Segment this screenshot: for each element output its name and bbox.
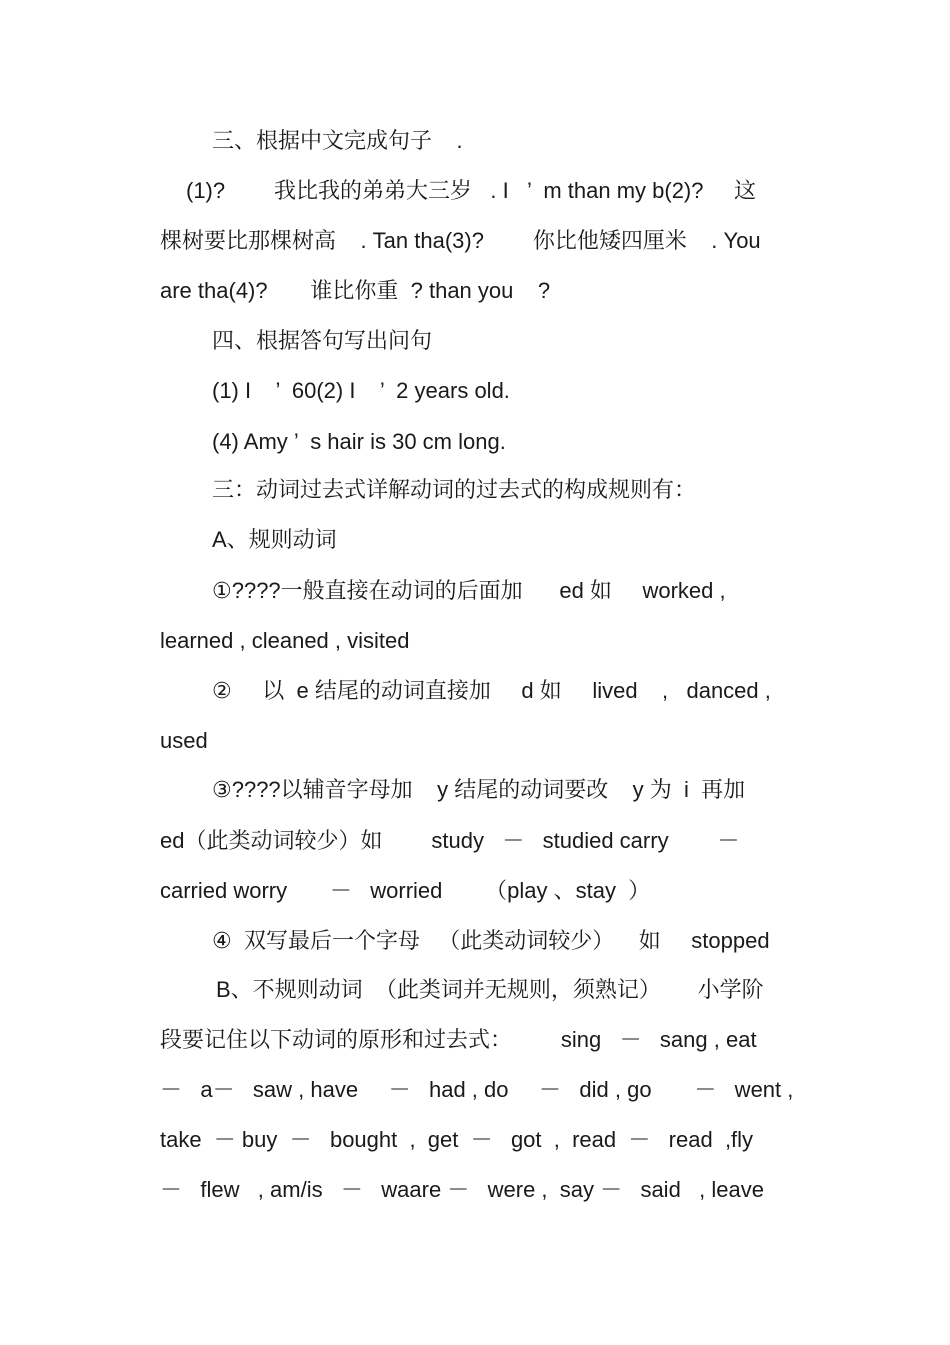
exercise-line-2: 棵树要比那棵树高 . Tan tha(3)? 你比他矮四厘米 . You bbox=[160, 228, 761, 253]
rule-1-line-2: learned , cleaned , visited bbox=[160, 628, 410, 653]
rule-2-line-1: ② 以 e 结尾的动词直接加 d 如 lived , danced , bbox=[212, 678, 771, 703]
rule-3-line-2: ed（此类动词较少）如 study － studied carry － bbox=[160, 828, 740, 853]
rule-3-line-1: ③????以辅音字母加 y 结尾的动词要改 y 为 i 再加 bbox=[212, 777, 746, 802]
rule-2-line-2: used bbox=[160, 728, 208, 753]
irregular-verbs-heading: B、不规则动词 （此类词并无规则，须熟记） 小学阶 bbox=[216, 977, 764, 1002]
section-heading-3: 三、根据中文完成句子 . bbox=[212, 128, 463, 153]
section-heading-4: 四、根据答句写出问句 bbox=[212, 328, 433, 353]
question-line-2: (4) Amy ’ s hair is 30 cm long. bbox=[212, 429, 506, 454]
regular-verbs-heading: A、规则动词 bbox=[212, 527, 337, 552]
exercise-line-1: (1)? 我比我的弟弟大三岁 . I ’ m than my b(2)? 这 bbox=[186, 178, 757, 203]
rule-3-line-3: carried worry － worried （play 、stay ） bbox=[160, 878, 651, 903]
question-line-1: (1) I ’ 60(2) I ’ 2 years old. bbox=[212, 378, 510, 403]
irregular-verbs-line-2: － a－ saw , have － had , do － did , go － went , bbox=[160, 1077, 794, 1102]
rule-4-line: ④ 双写最后一个字母 （此类动词较少） 如 stopped bbox=[212, 928, 770, 953]
irregular-verbs-line-4: － flew , am/is － waare － were , say － said , leave bbox=[160, 1177, 764, 1202]
past-tense-heading: 三：动词过去式详解动词的过去式的构成规则有： bbox=[212, 477, 697, 502]
irregular-verbs-line-3: take － buy － bought , get － got , read － read ,fly bbox=[160, 1127, 754, 1152]
rule-1-line-1: ①????一般直接在动词的后面加 ed 如 worked , bbox=[212, 578, 726, 603]
irregular-verbs-line-1: 段要记住以下动词的原形和过去式： sing － sang , eat bbox=[160, 1027, 757, 1052]
exercise-line-3: are tha(4)? 谁比你重 ? than you ? bbox=[160, 278, 551, 303]
